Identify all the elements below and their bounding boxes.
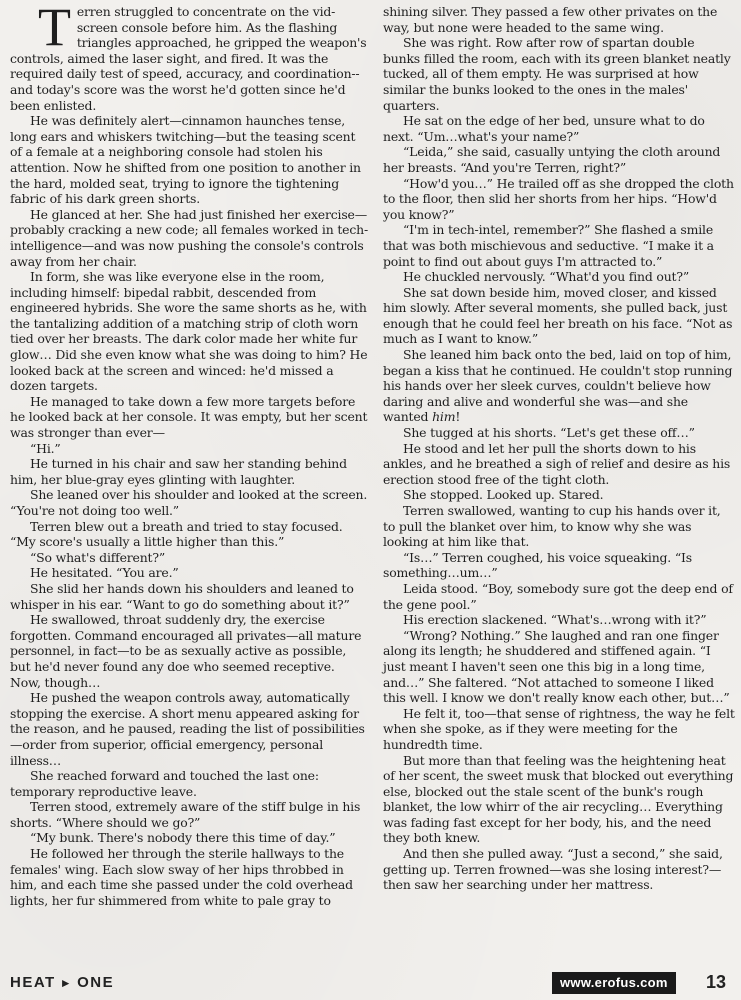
page-number: 13 bbox=[706, 972, 727, 992]
story-paragraph: He turned in his chair and saw her standing behind him, her blue-gray eyes glinting with laughter. bbox=[10, 456, 347, 487]
story-paragraph: He sat on the edge of her bed, unsure what to do next. “Um…what's your name?” bbox=[383, 113, 705, 144]
story-paragraph: She tugged at his shorts. “Let's get these off…” bbox=[403, 425, 695, 441]
story-column-right bbox=[383, 4, 735, 893]
story-paragraph: He swallowed, throat suddenly dry, the exercise forgotten. Command encouraged all privates—all mature personnel, in fact—to be as sexually active as possible, but he'd never found any doe who seemed receptive. Now, though… bbox=[10, 612, 362, 690]
story-paragraph: He felt it, too—that sense of rightness, the way he felt when she spoke, as if they were meeting for the hundredth time. bbox=[383, 705, 735, 752]
magazine-title: HEAT ► ONE bbox=[10, 974, 115, 991]
story-paragraph: She slid her hands down his shoulders and leaned to whisper in his ear. “Want to go do something about it?” bbox=[10, 580, 354, 612]
story-paragraph: “Is…” Terren coughed, his voice squeaking. “Is something…um…” bbox=[383, 549, 692, 581]
story-paragraph: shining silver. They passed a few other privates on the way, but none were headed to the same wing. bbox=[383, 4, 718, 35]
emphasis-text: him bbox=[432, 409, 456, 425]
play-arrow-icon: ► bbox=[59, 976, 74, 990]
story-paragraph: Terren swallowed, wanting to cup his hands over it, to pull the blanket over him, to know why she was looking at him like that. bbox=[383, 503, 721, 550]
story-paragraph: Leida stood. “Boy, somebody sure got the deep end of the gene pool.” bbox=[383, 580, 733, 612]
story-paragraph: And then she pulled away. “Just a second,” she said, getting up. Terren frowned—was she losing interest?—then saw her searching under her mattress. bbox=[383, 846, 723, 893]
story-paragraph: She leaned him back onto the bed, laid on top of him, began a kiss that he continued. He couldn't stop running his hands over her sleek curves, couldn't believe how daring and alive and wonderful she was—and she wanted him! bbox=[383, 347, 733, 425]
story-paragraph: “Wrong? Nothing.” She laughed and ran one finger along its length; he shuddered and stiffened again. “I just meant I haven't seen one this big in a long time, and…” She faltered. “Not attached to someone I liked this well. I know we don't really know each other, but…” bbox=[383, 627, 730, 706]
drop-cap: T bbox=[38, 0, 71, 57]
story-paragraph: He was definitely alert—cinnamon haunches tense, long ears and whiskers twitching—but the teasing scent of a female at a neighboring console had stolen his attention. Now he shifted from one position to another in the hard, molded seat, trying to ignore the tightening fabric of his dark green shorts. bbox=[10, 113, 361, 207]
story-paragraph: He chuckled nervously. “What'd you find out?” bbox=[403, 269, 690, 285]
story-paragraph: “How'd you…” He trailed off as she dropped the cloth to the floor, then slid her shorts from her hips. “How'd you know?” bbox=[383, 175, 734, 222]
story-paragraph: He managed to take down a few more targets before he looked back at her console. It was empty, but her scent was stronger than ever— bbox=[10, 393, 368, 441]
story-paragraph: She leaned over his shoulder and looked at the screen. “You're not doing too well.” bbox=[10, 487, 368, 518]
story-paragraph: “I'm in tech-intel, remember?” She flashed a smile that was both mischievous and seductive. “I make it a point to find out about guys I'm attracted to.” bbox=[383, 222, 714, 269]
story-paragraph: She reached forward and touched the last one: temporary reproductive leave. bbox=[10, 768, 319, 799]
story-paragraph: “My bunk. There's nobody there this time of day.” bbox=[30, 830, 336, 846]
story-paragraph: Terren blew out a breath and tried to stay focused. “My score's usually a little higher than this.” bbox=[10, 518, 343, 550]
watermark-link[interactable]: www.erofus.com bbox=[552, 972, 676, 994]
story-paragraph: He pushed the weapon controls away, automatically stopping the exercise. A short menu appeared asking for the reason, and he paused, reading the list of possibilities—order from superior, official emergency, personal illness… bbox=[10, 690, 365, 768]
page-footer bbox=[0, 968, 741, 1000]
story-paragraph: “Hi.” bbox=[30, 440, 61, 456]
story-paragraph: Terren stood, extremely aware of the stiff bulge in his shorts. “Where should we go?” bbox=[10, 799, 361, 830]
story-paragraph: His erection slackened. “What's…wrong with it?” bbox=[403, 612, 707, 628]
story-paragraph: She was right. Row after row of spartan double bunks filled the room, each with its green blanket neatly tucked, all of them empty. He was surprised at how similar the bunks looked to the ones in the males' quarters. bbox=[383, 35, 731, 113]
story-paragraph: He followed her through the sterile hallways to the females' wing. Each slow sway of her hips throbbed in him, and each time she passed under the cold overhead lights, her fur shimmered from white to pale gray to bbox=[10, 846, 353, 908]
story-paragraph: Terren struggled to concentrate on the vid-screen console before him. As the flashing triangles approached, he gripped the weapon's controls, aimed the laser sight, and fired. It was the required daily test of speed, accuracy, and coordination--and today's score was the worst he'd gotten since he'd been enlisted. bbox=[10, 0, 367, 113]
story-column-left bbox=[10, 0, 368, 908]
story-paragraph: But more than that feeling was the heightening heat of her scent, the sweet musk that blocked out everything else, blocked out the stale scent of the bunk's rough blanket, the low whirr of the air recycling… Everything was fading fast except for her body, his, and the need they both knew. bbox=[383, 752, 734, 846]
story-paragraph: She stopped. Looked up. Stared. bbox=[403, 487, 604, 503]
story-paragraph: He hesitated. “You are.” bbox=[30, 565, 179, 581]
story-paragraph: He stood and let her pull the shorts down to his ankles, and he breathed a sigh of relief and desire as his erection stood free of the tight cloth. bbox=[383, 440, 731, 487]
story-paragraph: “So what's different?” bbox=[30, 549, 166, 565]
story-paragraph: He glanced at her. She had just finished her exercise—probably cracking a new code; all females worked in tech-intelligence—and was now pushing the console's controls away from her chair. bbox=[10, 206, 368, 269]
story-paragraph: “Leida,” she said, casually untying the cloth around her breasts. “And you're Terren, right?” bbox=[383, 144, 721, 175]
story-paragraph: In form, she was like everyone else in the room, including himself: bipedal rabbit, descended from engineered hybrids. She wore the same shorts as he, with the tantalizing addition of a matching strip of cloth worn tied over her breasts. The dark color made her white fur glow… Did she even know what she was doing to him? He looked back at the screen and winced: he'd missed a dozen targets. bbox=[10, 269, 368, 394]
story-paragraph: She sat down beside him, moved closer, and kissed him slowly. After several moments, she pulled back, just enough that he could feel her breath on his face. “Not as much as I want to know.” bbox=[383, 284, 733, 347]
